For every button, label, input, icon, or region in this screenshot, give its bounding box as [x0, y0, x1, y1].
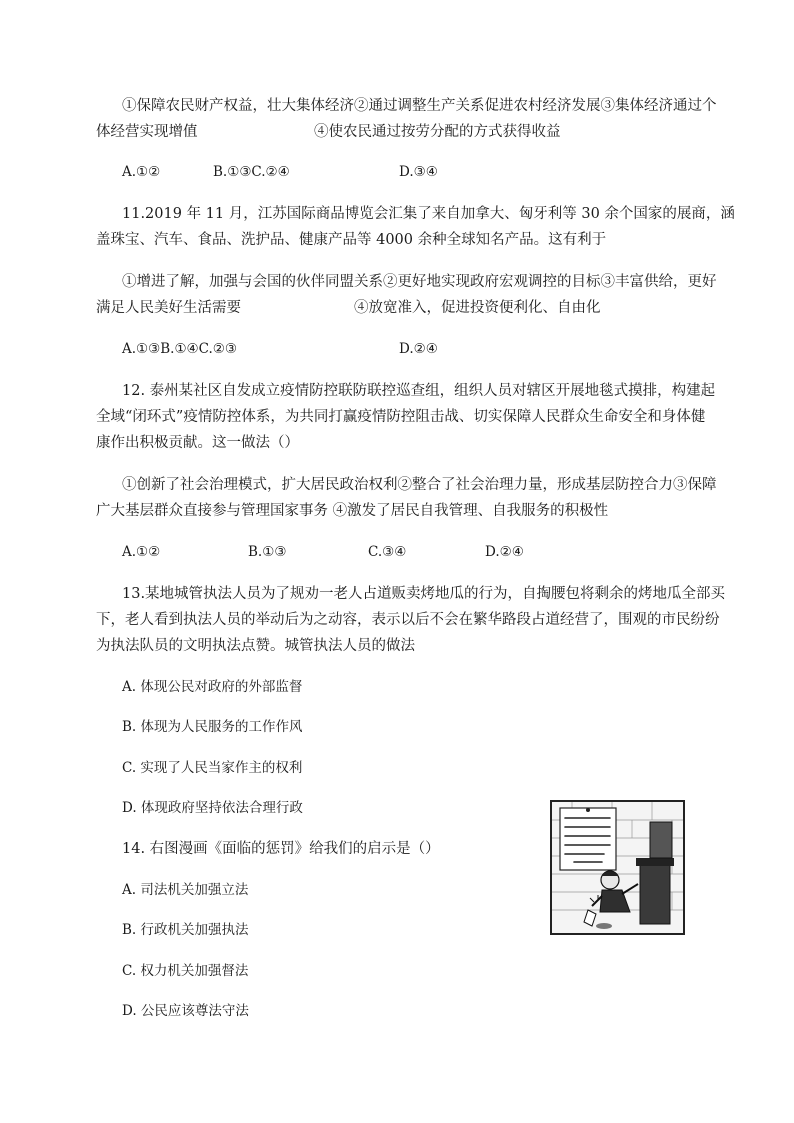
q10-statements-line2a: 体经营实现增值	[96, 124, 198, 140]
q11-stem-line1: 11.2019 年 11 月，江苏国际商品博览会汇集了来自加拿大、匈牙利等 30 余个国家的展商，涵	[122, 206, 735, 222]
q13-stem-line3: 为执法队员的文明执法点赞。城管执法人员的做法	[96, 638, 415, 654]
q14-option-b: B. 行政机关加强执法	[122, 922, 249, 938]
q11-choice-abc: A.①③B.①④C.②③	[122, 341, 238, 357]
q10-choice-d: D.③④	[399, 164, 438, 180]
q12-statements-line2: 广大基层群众直接参与管理国家事务 ④激发了居民自我管理、自我服务的积极性	[96, 503, 609, 519]
q10-choice-a: A.①②	[122, 164, 161, 180]
q12-choice-a: A.①②	[122, 544, 161, 560]
q13-option-c: C. 实现了人民当家作主的权利	[122, 760, 303, 776]
q11-statements-line1: ①增进了解，加强与会国的伙伴同盟关系②更好地实现政府宏观调控的目标③丰富供给，更好	[122, 274, 717, 290]
q11-stem-line2: 盖珠宝、汽车、食品、洗护品、健康产品等 4000 余种全球知名产品。这有利于	[96, 232, 607, 248]
q13-option-a: A. 体现公民对政府的外部监督	[122, 679, 303, 695]
q12-stem-line2: 全域“闭环式”疫情防控体系，为共同打赢疫情防控阻击战、切实保障人民群众生命安全和身体健	[96, 409, 706, 425]
q14-option-d: D. 公民应该尊法守法	[122, 1003, 249, 1019]
q12-choice-d: D.②④	[485, 544, 524, 560]
q12-stem-line1: 12. 泰州某社区自发成立疫情防控联防联控巡查组，组织人员对辖区开展地毯式摸排，构建起	[122, 383, 716, 399]
q13-stem-line2: 下，老人看到执法人员的举动后为之动容，表示以后不会在繁华路段占道经营了，围观的市民纷纷	[96, 612, 720, 628]
q10-statements-line2b: ④使农民通过按劳分配的方式获得收益	[314, 124, 561, 140]
cartoon-drawing	[552, 802, 683, 933]
q14-option-a: A. 司法机关加强立法	[122, 882, 249, 898]
q11-statements-line2a: 满足人民美好生活需要	[96, 300, 241, 316]
q11-statements-line2b: ④放宽准入，促进投资便利化、自由化	[354, 300, 601, 316]
q12-statements-line1: ①创新了社会治理模式，扩大居民政治权利②整合了社会治理力量，形成基层防控合力③保障	[122, 477, 717, 493]
q14-stem: 14. 右图漫画《面临的惩罚》给我们的启示是（）	[122, 841, 440, 857]
q10-choice-bc: B.①③C.②④	[213, 164, 290, 180]
q11-choice-d: D.②④	[399, 341, 438, 357]
q13-stem-line1: 13.某地城管执法人员为了规劝一老人占道贩卖烤地瓜的行为，自掏腰包将剩余的烤地瓜全部买	[122, 586, 726, 602]
q13-option-b: B. 体现为人民服务的工作作风	[122, 719, 303, 735]
q10-statements-line1: ①保障农民财产权益，壮大集体经济②通过调整生产关系促进农村经济发展③集体经济通过个	[122, 98, 717, 114]
cartoon-illustration	[550, 800, 685, 935]
q13-option-d: D. 体现政府坚持依法合理行政	[122, 800, 303, 816]
q12-choice-b: B.①③	[248, 544, 287, 560]
q12-stem-line3: 康作出积极贡献。这一做法（）	[96, 435, 299, 451]
q14-option-c: C. 权力机关加强督法	[122, 963, 249, 979]
q12-choice-c: C.③④	[368, 544, 407, 560]
